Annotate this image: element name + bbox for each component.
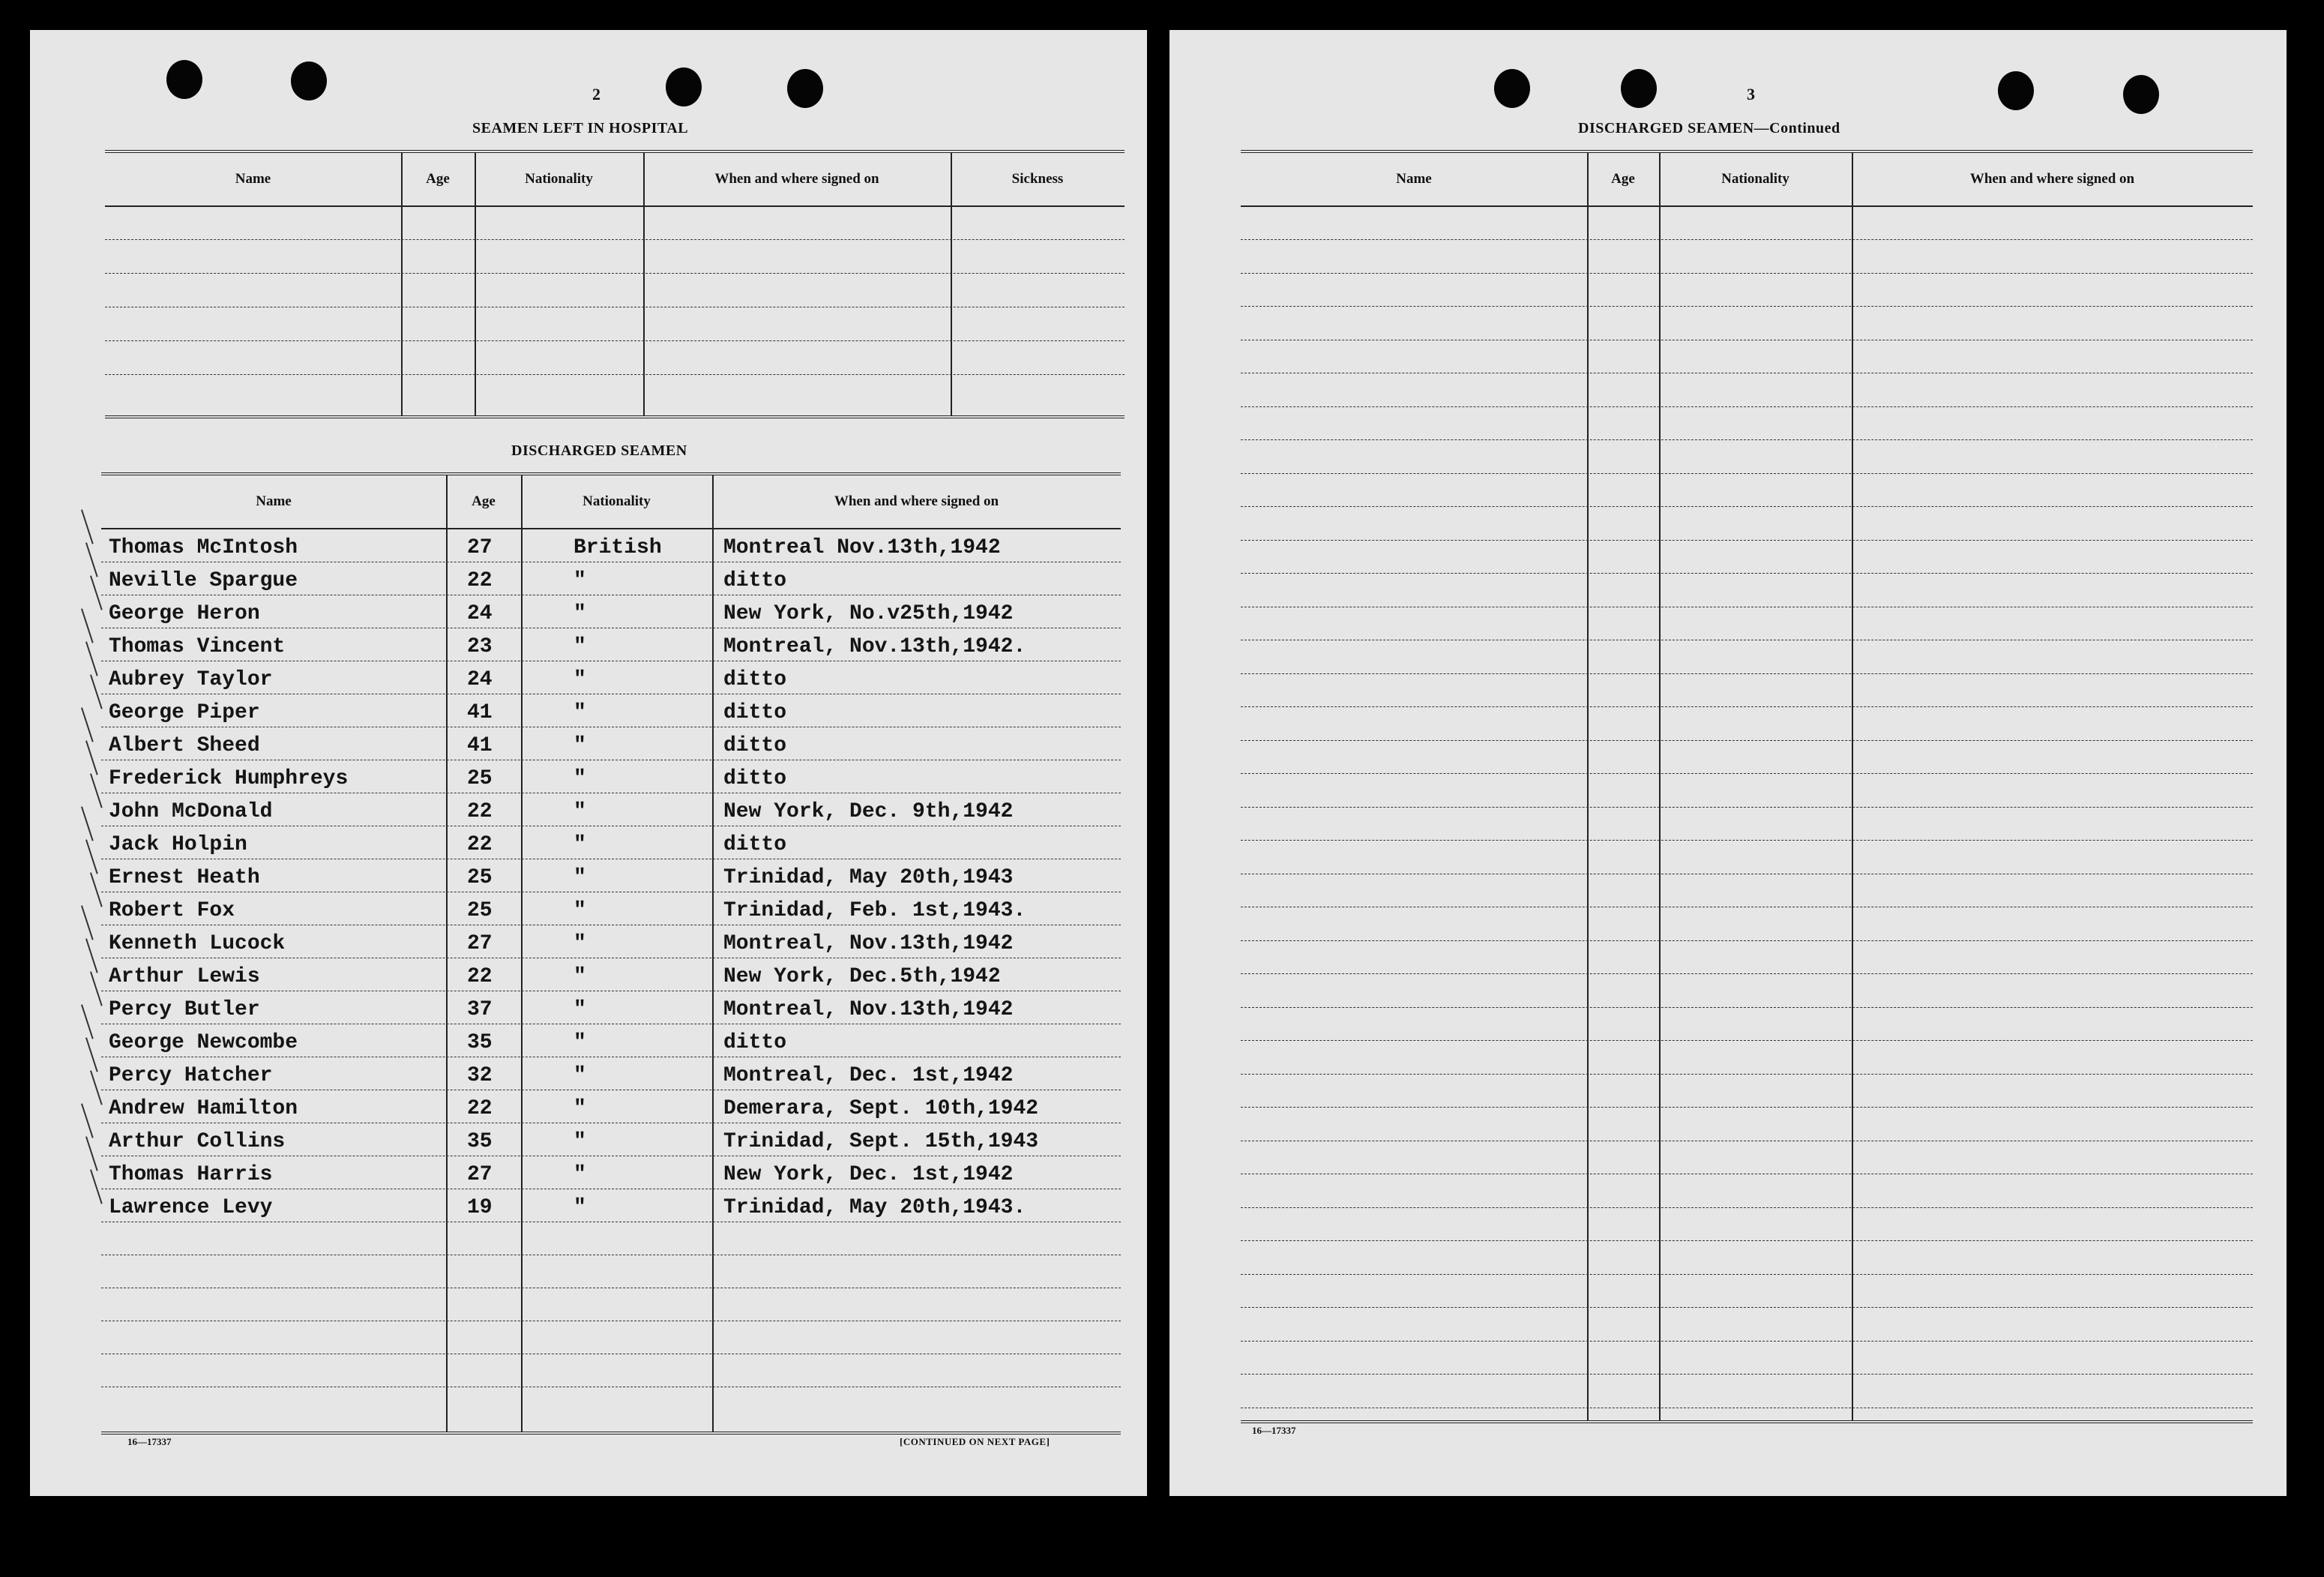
table-row — [101, 660, 1121, 693]
seaman-age: 22 — [467, 1097, 493, 1120]
seaman-age: 27 — [467, 1163, 493, 1186]
seaman-signed-on: ditto — [723, 1031, 787, 1054]
check-mark — [81, 608, 94, 643]
table-row — [101, 957, 1121, 990]
check-mark — [85, 938, 98, 973]
hospital-col-sickness: Sickness — [1011, 171, 1064, 187]
discharged-table — [101, 472, 1121, 1435]
seaman-signed-on: New York, Dec. 9th,1942 — [723, 800, 1014, 823]
seaman-name: Jack Holpin — [109, 833, 247, 856]
punch-hole — [787, 69, 823, 108]
check-mark — [85, 542, 98, 577]
table-row — [101, 561, 1121, 594]
discharged-header-row — [101, 475, 1121, 529]
seaman-name: Ernest Heath — [109, 866, 260, 889]
check-mark — [81, 905, 94, 940]
seaman-nationality: " — [574, 635, 586, 658]
hospital-table — [105, 150, 1125, 418]
seaman-signed-on: Trinidad, May 20th,1943. — [723, 1196, 1026, 1219]
table-row — [101, 528, 1121, 561]
seaman-name: John McDonald — [109, 800, 273, 823]
seaman-name: Neville Spargue — [109, 569, 298, 592]
seaman-age: 32 — [467, 1064, 493, 1087]
table-row — [101, 627, 1121, 660]
seaman-signed-on: New York, No.v25th,1942 — [723, 602, 1014, 625]
hospital-col-name: Name — [235, 171, 271, 187]
seaman-signed-on: ditto — [723, 668, 787, 691]
table-row — [101, 891, 1121, 924]
check-mark — [81, 707, 94, 742]
seaman-name: Arthur Lewis — [109, 965, 260, 988]
table-row — [101, 924, 1121, 957]
seaman-nationality: " — [574, 833, 586, 856]
table-row — [101, 792, 1121, 825]
seaman-age: 24 — [467, 668, 493, 691]
seaman-nationality: " — [574, 1097, 586, 1120]
seaman-name: Thomas Harris — [109, 1163, 273, 1186]
seaman-signed-on: Montreal, Dec. 1st,1942 — [723, 1064, 1014, 1087]
seaman-age: 27 — [467, 932, 493, 955]
seaman-nationality: British — [574, 536, 662, 559]
seaman-name: Percy Hatcher — [109, 1064, 273, 1087]
right-col-age: Age — [1611, 171, 1635, 187]
right-section-title: DISCHARGED SEAMEN—Continued — [1578, 120, 1840, 136]
table-row — [101, 1188, 1121, 1221]
right-col-nationality: Nationality — [1721, 171, 1789, 187]
hospital-header-row — [105, 153, 1125, 207]
check-mark — [85, 641, 98, 676]
seaman-signed-on: New York, Dec.5th,1942 — [723, 965, 1001, 988]
seaman-name: Aubrey Taylor — [109, 668, 273, 691]
table-row — [101, 726, 1121, 759]
seaman-age: 41 — [467, 734, 493, 757]
continued-note: [CONTINUED ON NEXT PAGE] — [900, 1436, 1050, 1447]
seaman-nationality: " — [574, 932, 586, 955]
table-row — [101, 693, 1121, 726]
left-page — [30, 30, 1147, 1496]
seaman-name: Andrew Hamilton — [109, 1097, 298, 1120]
right-col-signed-on: When and where signed on — [1969, 171, 2135, 187]
seaman-name: Lawrence Levy — [109, 1196, 273, 1219]
table-row — [101, 1122, 1121, 1155]
seaman-signed-on: Montreal, Nov.13th,1942 — [723, 932, 1014, 955]
seaman-age: 22 — [467, 833, 493, 856]
seaman-signed-on: ditto — [723, 701, 787, 724]
punch-hole — [166, 60, 202, 99]
seaman-age: 35 — [467, 1031, 493, 1054]
check-mark — [85, 839, 98, 874]
seaman-signed-on: Montreal, Nov.13th,1942 — [723, 998, 1014, 1021]
seaman-name: George Heron — [109, 602, 260, 625]
check-mark — [85, 1037, 98, 1072]
seaman-nationality: " — [574, 668, 586, 691]
check-mark — [81, 806, 94, 841]
discharged-col-age: Age — [472, 493, 496, 509]
right-page — [1169, 30, 2287, 1496]
table-row — [101, 858, 1121, 891]
seaman-signed-on: Montreal Nov.13th,1942 — [723, 536, 1001, 559]
seaman-age: 19 — [467, 1196, 493, 1219]
check-mark — [85, 740, 98, 775]
seaman-signed-on: Trinidad, May 20th,1943 — [723, 866, 1014, 889]
page-number: 3 — [1747, 85, 1755, 103]
form-code: 16—17337 — [1252, 1425, 1296, 1436]
seaman-nationality: " — [574, 1196, 586, 1219]
form-code: 16—17337 — [127, 1436, 172, 1447]
seaman-age: 37 — [467, 998, 493, 1021]
discharged-section-title: DISCHARGED SEAMEN — [511, 442, 687, 459]
seaman-age: 22 — [467, 965, 493, 988]
seaman-nationality: " — [574, 965, 586, 988]
seaman-name: Thomas Vincent — [109, 635, 286, 658]
seaman-age: 22 — [467, 800, 493, 823]
discharged-col-signed-on: When and where signed on — [834, 493, 999, 509]
seaman-signed-on: ditto — [723, 767, 787, 790]
punch-hole — [1621, 69, 1657, 108]
seaman-signed-on: Trinidad, Sept. 15th,1943 — [723, 1130, 1039, 1153]
seaman-age: 25 — [467, 899, 493, 922]
seaman-age: 27 — [467, 536, 493, 559]
seaman-age: 22 — [467, 569, 493, 592]
seaman-name: George Newcombe — [109, 1031, 298, 1054]
seaman-nationality: " — [574, 800, 586, 823]
hospital-col-signed-on: When and where signed on — [714, 171, 879, 187]
punch-hole — [2123, 75, 2159, 114]
punch-hole — [666, 67, 702, 106]
seaman-signed-on: ditto — [723, 734, 787, 757]
seaman-name: Thomas McIntosh — [109, 536, 298, 559]
table-row — [101, 825, 1121, 858]
seaman-name: George Piper — [109, 701, 260, 724]
seaman-nationality: " — [574, 734, 586, 757]
seaman-name: Frederick Humphreys — [109, 767, 349, 790]
continued-discharged-table — [1241, 150, 2253, 1423]
seaman-nationality: " — [574, 602, 586, 625]
seaman-signed-on: ditto — [723, 569, 787, 592]
seaman-name: Percy Butler — [109, 998, 260, 1021]
punch-hole — [1494, 69, 1530, 108]
seaman-age: 25 — [467, 767, 493, 790]
check-mark — [81, 509, 94, 544]
check-mark — [81, 1103, 94, 1138]
check-mark — [81, 1004, 94, 1039]
seaman-nationality: " — [574, 998, 586, 1021]
seaman-nationality: " — [574, 569, 586, 592]
seaman-name: Robert Fox — [109, 899, 235, 922]
seaman-signed-on: Demerara, Sept. 10th,1942 — [723, 1097, 1039, 1120]
seaman-signed-on: ditto — [723, 833, 787, 856]
seaman-signed-on: Montreal, Nov.13th,1942. — [723, 635, 1026, 658]
hospital-col-age: Age — [426, 171, 450, 187]
discharged-col-name: Name — [256, 493, 292, 509]
seaman-name: Albert Sheed — [109, 734, 260, 757]
seaman-nationality: " — [574, 1163, 586, 1186]
seaman-nationality: " — [574, 866, 586, 889]
page-number: 2 — [592, 85, 600, 103]
table-row — [101, 1056, 1121, 1089]
punch-hole — [291, 61, 327, 100]
seaman-name: Arthur Collins — [109, 1130, 286, 1153]
seaman-name: Kenneth Lucock — [109, 932, 286, 955]
seaman-age: 41 — [467, 701, 493, 724]
table-row — [101, 1023, 1121, 1056]
right-header-row — [1241, 153, 2253, 207]
hospital-section-title: SEAMEN LEFT IN HOSPITAL — [472, 120, 689, 136]
seaman-nationality: " — [574, 701, 586, 724]
punch-hole — [1998, 71, 2034, 110]
table-row — [101, 759, 1121, 792]
seaman-nationality: " — [574, 1031, 586, 1054]
hospital-col-nationality: Nationality — [525, 171, 593, 187]
table-row — [101, 990, 1121, 1023]
seaman-age: 24 — [467, 602, 493, 625]
seaman-signed-on: New York, Dec. 1st,1942 — [723, 1163, 1014, 1186]
right-col-name: Name — [1396, 171, 1432, 187]
discharged-col-nationality: Nationality — [582, 493, 651, 509]
table-row — [101, 1155, 1121, 1188]
table-row — [101, 594, 1121, 627]
seaman-age: 35 — [467, 1130, 493, 1153]
seaman-signed-on: Trinidad, Feb. 1st,1943. — [723, 899, 1026, 922]
seaman-nationality: " — [574, 767, 586, 790]
seaman-nationality: " — [574, 1064, 586, 1087]
seaman-nationality: " — [574, 899, 586, 922]
seaman-age: 23 — [467, 635, 493, 658]
seaman-nationality: " — [574, 1130, 586, 1153]
seaman-age: 25 — [467, 866, 493, 889]
table-row — [101, 1089, 1121, 1122]
check-mark — [85, 1136, 98, 1171]
